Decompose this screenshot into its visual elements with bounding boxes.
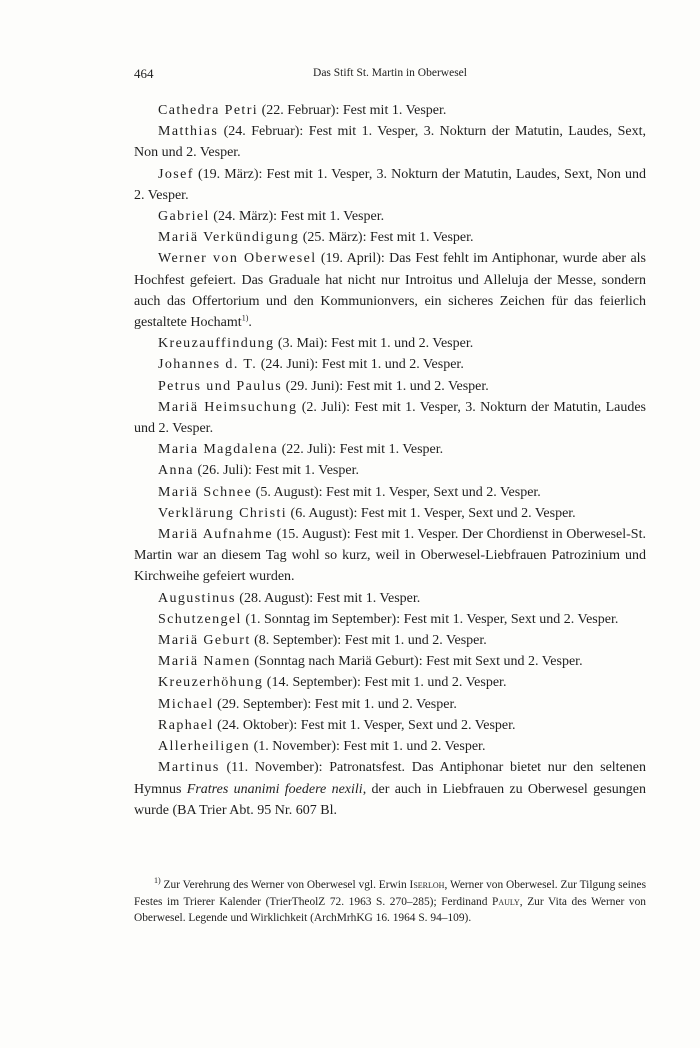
feast-name: Kreuzauffindung: [158, 336, 275, 352]
feast-name: Josef: [158, 166, 194, 182]
running-header: [134, 66, 646, 86]
feast-name: Maria Magdalena: [158, 442, 279, 458]
feast-description: (1. November): Fest mit 1. und 2. Vesper.: [250, 739, 486, 755]
feast-name: Gabriel: [158, 209, 210, 225]
feast-name: Schutzengel: [158, 611, 242, 627]
feast-entry: [134, 482, 646, 503]
feast-description: (22. Juli): Fest mit 1. Vesper.: [278, 442, 444, 458]
feast-entry: [134, 248, 646, 333]
feast-description: (24. Juni): Fest mit 1. und 2. Vesper.: [257, 357, 464, 373]
feast-entry: [134, 100, 646, 121]
feast-name: Mariä Geburt: [158, 633, 251, 649]
feast-name: Mariä Verkündigung: [158, 230, 300, 246]
feast-entry: [134, 460, 646, 481]
feast-description: (28. August): Fest mit 1. Vesper.: [235, 590, 421, 606]
feast-description: (25. März): Fest mit 1. Vesper.: [299, 230, 474, 246]
feast-name: Mariä Aufnahme: [158, 527, 273, 543]
feast-description: (24. Oktober): Fest mit 1. Vesper, Sext und 2. Vesper.: [213, 717, 516, 733]
feast-description: (14. September): Fest mit 1. und 2. Vesper.: [263, 675, 507, 691]
feast-name: Anna: [158, 463, 194, 479]
feast-description: (11. November): Patronatsfest. Das Antiphonar bietet nur den seltenen Hymnus: [134, 760, 646, 797]
feast-description: (19. April): Das Fest fehlt im Antiphonar, wurde aber als Hochfest gefeiert. Das Graduale hat nicht nur Introitus und Alleluja der Messe, sondern auch das Offertorium und den Kommunionvers, ein sicheres Zeichen für das feierlich gestaltete Hochamt: [134, 251, 646, 331]
feast-description-end: , der auch in Liebfrauen zu Oberwesel gesungen wurde (BA Trier Abt. 95 Nr. 607 Bl.: [134, 781, 646, 818]
main-text: [134, 100, 646, 821]
footnote: [134, 877, 646, 927]
feast-description: (24. März): Fest mit 1. Vesper.: [209, 209, 385, 225]
feast-entry: [134, 227, 646, 248]
page-number: 464: [134, 66, 154, 81]
running-title: Das Stift St. Martin in Oberwesel: [313, 67, 467, 79]
feast-entry: [134, 757, 646, 821]
feast-name: Raphael: [158, 717, 214, 733]
feast-entry: [134, 121, 646, 163]
feast-entry: [134, 715, 646, 736]
hymn-title: Fratres unanimi foedere nexili: [186, 781, 363, 797]
footnote-text: Zur Verehrung des Werner von Oberwesel vgl. Erwin: [160, 879, 410, 891]
feast-name: Allerheiligen: [158, 739, 251, 755]
footnotes: [134, 877, 646, 927]
feast-name: Mariä Heimsuchung: [158, 399, 298, 415]
feast-description-end: .: [248, 315, 252, 331]
feast-entry: [134, 439, 646, 460]
feast-name: Cathedra Petri: [158, 103, 259, 118]
feast-entry: [134, 503, 646, 524]
feast-name: Matthias: [158, 124, 219, 140]
footnote-marker: 1): [154, 876, 161, 886]
feast-name: Werner von Oberwesel: [158, 251, 317, 267]
feast-entry: [134, 206, 646, 227]
footnote-ref[interactable]: 1): [241, 313, 249, 323]
feast-description: (22. Februar): Fest mit 1. Vesper.: [258, 103, 447, 118]
feast-name: Mariä Namen: [158, 654, 251, 670]
feast-name: Johannes d. T.: [158, 357, 258, 373]
feast-entry: [134, 333, 646, 354]
feast-name: Verklärung Christi: [158, 505, 288, 521]
feast-entry: [134, 736, 646, 757]
feast-description: (6. August): Fest mit 1. Vesper, Sext und 2. Vesper.: [287, 505, 576, 521]
feast-entry: [134, 672, 646, 693]
feast-description: (29. September): Fest mit 1. und 2. Vesper.: [213, 696, 457, 712]
feast-name: Martinus: [158, 760, 220, 776]
feast-name: Kreuzerhöhung: [158, 675, 264, 691]
feast-name: Michael: [158, 696, 214, 712]
feast-description: (2. Juli): Fest mit 1. Vesper, 3. Nokturn der Matutin, Laudes und 2. Vesper.: [134, 399, 646, 437]
feast-entry: [134, 376, 646, 397]
feast-entry: [134, 651, 646, 672]
feast-entry: [134, 524, 646, 588]
feast-name: Petrus und Paulus: [158, 378, 283, 394]
feast-entry: [134, 397, 646, 439]
feast-description: (26. Juli): Fest mit 1. Vesper.: [193, 463, 359, 479]
footnote-text: , Zur Vita des Werner von Oberwesel. Legende und Wirklichkeit (ArchMrhKG 16. 1964 S. 94–109).: [134, 895, 646, 925]
footnote-text: , Werner von Oberwesel. Zur Tilgung seines Festes im Trierer Kalender (TrierTheolZ 72. 1963 S. 270–285); Ferdinand: [134, 879, 646, 908]
feast-name: Augustinus: [158, 590, 236, 606]
feast-entry: [134, 164, 646, 206]
author-name: Iserloh: [409, 879, 445, 891]
feast-entry: [134, 694, 646, 715]
feast-description: (29. Juni): Fest mit 1. und 2. Vesper.: [282, 378, 489, 394]
author-name: Pauly: [492, 895, 520, 908]
feast-description: (8. September): Fest mit 1. und 2. Vesper.: [250, 633, 487, 649]
feast-entry: [134, 588, 646, 609]
feast-description: (19. März): Fest mit 1. Vesper, 3. Nokturn der Matutin, Laudes, Sext, Non und 2. Vesper.: [134, 166, 646, 203]
feast-description: (Sonntag nach Mariä Geburt): Fest mit Sext und 2. Vesper.: [250, 654, 583, 670]
feast-entry: [134, 630, 646, 651]
feast-description: (3. Mai): Fest mit 1. und 2. Vesper.: [274, 336, 474, 352]
feast-description: (15. August): Fest mit 1. Vesper. Der Chordienst in Oberwesel-St. Martin war an diesem Tag wohl so kurz, weil in Oberwesel-Liebfrauen Patrozinium und Kirchweihe gefeiert wurden.: [134, 527, 646, 585]
feast-description: (5. August): Fest mit 1. Vesper, Sext und 2. Vesper.: [252, 484, 541, 500]
feast-description: (1. Sonntag im September): Fest mit 1. Vesper, Sext und 2. Vesper.: [241, 611, 619, 627]
feast-entry: [134, 609, 646, 630]
feast-name: Mariä Schnee: [158, 484, 253, 500]
feast-description: (24. Februar): Fest mit 1. Vesper, 3. Nokturn der Matutin, Laudes, Sext, Non und 2. Vesper.: [134, 124, 646, 161]
feast-entry: [134, 354, 646, 375]
